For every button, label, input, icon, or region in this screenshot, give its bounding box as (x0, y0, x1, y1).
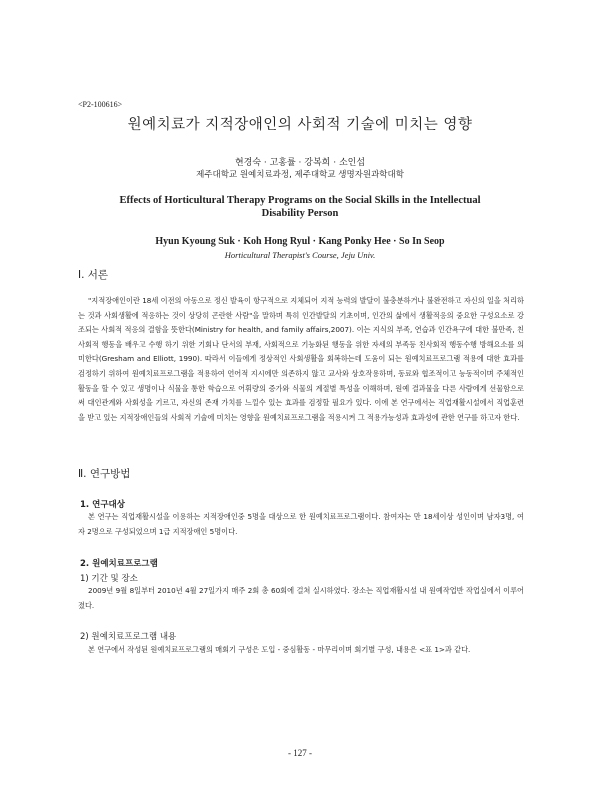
korean-affiliation: 제주대학교 원예치료과정, 제주대학교 생명자원과학대학 (196, 170, 404, 180)
english-title: Effects of Horticultural Therapy Programs on the Social Skills in the Intellectual Disability Person (119, 195, 481, 219)
subsection-2-2-paragraph: 본 연구에서 작성된 원예치료프로그램의 매회기 구성은 도입 - 중심활동 - 마무리이며 회기별 구성, 내용은 <표 1>과 같다. (88, 645, 471, 654)
english-affiliation: Horticultural Therapist's Course, Jeju Univ. (224, 250, 376, 260)
subsection-2-1-heading: 1) 기간 및 장소 (80, 574, 138, 584)
subsection-1-paragraph: 본 연구는 직업재활시설을 이용하는 지적장애인중 5명을 대상으로 한 원예치료프로그램이다. 참여자는 만 18세이상 성인이며 남자3명, 여자 2명으로 구성되었으며 1급 지적장애인 5명이다. (78, 512, 524, 536)
korean-title: 원예치료가 지적장애인의 사회적 기술에 미치는 영향 (127, 117, 473, 133)
page-number: - 127 - (288, 748, 312, 758)
methods-heading: Ⅱ. 연구방법 (78, 468, 131, 480)
intro-heading: Ⅰ. 서론 (78, 269, 109, 281)
korean-authors: 현경숙 · 고홍률 · 강복희 · 소인섭 (234, 158, 366, 168)
subsection-1-heading: 1. 연구대상 (80, 500, 125, 510)
english-authors: Hyun Kyoung Suk · Koh Hong Ryul · Kang Ponky Hee · So In Seop (155, 236, 445, 247)
subsection-2-heading: 2. 원예치료프로그램 (80, 559, 158, 569)
subsection-2-1-paragraph: 2009년 9월 8일부터 2010년 4월 27일가지 매주 2회 총 60회에 걸쳐 실시하였다. 장소는 직업재활시설 내 원예작업반 작업실에서 이루어졌다. (78, 586, 524, 610)
intro-paragraph: "지적장애인이란 18세 이전의 아동으로 정신 발육이 항구적으로 지체되어 지적 능력의 발달이 불충분하거나 불완전하고 자신의 일을 처리하는 것과 사회생활에 적응하는 것이 상당히 곤란한 사람"을 말하며 특히 인간발달의 기초이며, 인간의 삶에서 생활적응의 중요한 구성요소로 강조되는 사회적 적응의 결함을 뜻한다(Ministry for health, and family affairs,2007). 이는 지식의 부족, 연습과 인간욕구에 대한 불만족, 친사회적 행동을 배우고 수행 하기 위한 기회나 단서의 부재, 사회적으로 기능화된 행동을 위한 자세의 부족등 친사회적 행동수행 방해요소를 의미한다(Gresham and Elliott, 1990). 따라서 이들에게 정상적인 사회생활을 회복하는데 도움이 되는 원예치료프로그램 적용에 대한 효과를 검정하기 위하여 원예치료프로그램을 적용하여 언어적 지시에만 의존하지 않고 교사와 상호작용하며, 동료와 협조적이고 능동적이며 주체적인 활동을 할 수 있고 생명이나 식물을 통한 학습으로 어휘량의 증가와 식물의 계절별 특성을 이해하며, 원예 결과물을 다른 사람에게 선물함으로써 대인관계와 사회성을 기르고, 자신의 존재 가치를 느낄수 있는 효과를 검정할 필요가 있다. 이에 본 연구에서는 직업재활시설에서 직업훈련을 받고 있는 지적장애인들의 사회적 기술에 미치는 영향을 원예치료프로그램을 적용시켜 그 적용가능성과 효과성에 관한 연구를 하고자 한다. (78, 296, 524, 422)
subsection-2-2-heading: 2) 원예치료프로그램 내용 (80, 632, 177, 642)
paper-code: <P2-100616> (78, 100, 123, 109)
